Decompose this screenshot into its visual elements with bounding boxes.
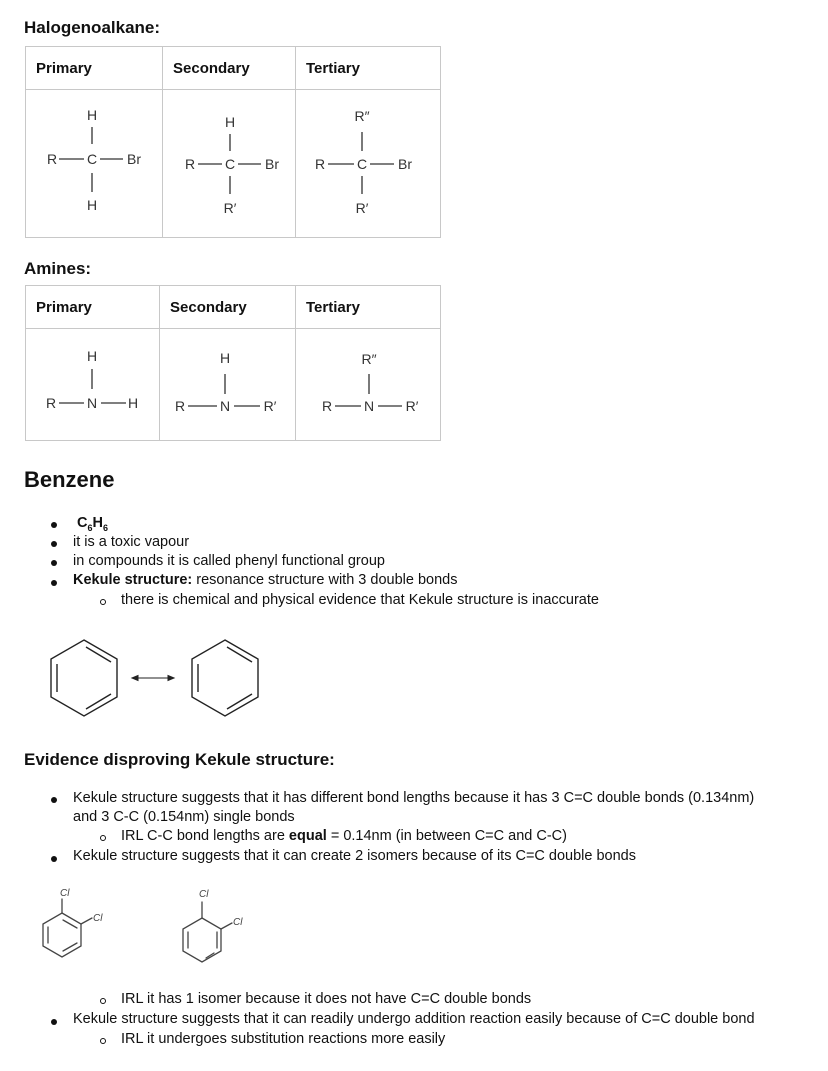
sub-text-pre: IRL C-C bond lengths are: [121, 828, 289, 844]
kekule-sub-bullet: there is chemical and physical evidence that Kekule structure is inaccurate: [121, 592, 599, 608]
bullet-icon: [51, 522, 57, 528]
atom-left: R: [45, 395, 57, 411]
tertiary-halogenoalkane-cell: [296, 90, 441, 238]
isomer-2: [183, 889, 243, 962]
resonance-arrow-icon: [132, 676, 174, 681]
sub-bullet-icon: [100, 1038, 106, 1044]
evidence-bullet-2: Kekule structure suggests that it can create 2 isomers because of its C=C double bonds: [73, 848, 636, 864]
atom-left: R: [174, 398, 186, 414]
atom-top: H: [86, 348, 98, 364]
benzene-ring-left: [51, 640, 117, 716]
halogenoalkane-heading: Halogenoalkane:: [24, 18, 161, 37]
atom-bottom: H: [86, 197, 98, 213]
benzene-heading: Benzene: [24, 467, 115, 492]
evidence-bullet-3: Kekule structure suggests that it can readily undergo addition reaction easily because of C=C double bond: [73, 1011, 755, 1027]
header-tertiary: Tertiary: [296, 47, 441, 90]
formula-h: H: [92, 515, 103, 531]
benzene-ring-right: [192, 640, 258, 716]
isomer-2-cl-side: Cl: [233, 917, 243, 928]
tertiary-halogenoalkane-structure: [296, 90, 441, 238]
isomer-1: [43, 888, 103, 957]
atom-left: R: [321, 398, 333, 414]
atom-top: R″: [354, 108, 370, 124]
header-secondary: Secondary: [160, 286, 296, 329]
secondary-amine-cell: [160, 329, 296, 441]
formula-h-subscript: 6: [102, 522, 108, 533]
atom-top: H: [224, 114, 236, 130]
primary-amine-structure: [26, 329, 160, 441]
atom-center: N: [363, 398, 375, 414]
atom-right: Br: [127, 151, 141, 167]
dichlorobenzene-isomers-diagram: [30, 880, 270, 975]
benzene-bullet-2: in compounds it is called phenyl functional group: [73, 553, 385, 569]
bullet-icon: [51, 580, 57, 586]
secondary-amine-structure: [160, 329, 296, 441]
evidence-bullet-1-line-1: Kekule structure suggests that it has different bond lengths because it has 3 C=C double bonds (0.134nm): [73, 790, 755, 806]
isomer-1-cl-side: Cl: [93, 913, 103, 924]
sub-text-bold: equal: [288, 828, 327, 844]
atom-left: R: [184, 156, 196, 172]
bullet-icon: [51, 797, 57, 803]
atom-bottom: R′: [223, 200, 237, 216]
atom-right: Br: [265, 156, 279, 172]
header-primary: Primary: [26, 286, 160, 329]
sub-bullet-icon: [100, 835, 106, 841]
halogenoalkane-table: [25, 46, 441, 238]
kekule-bullet: [73, 571, 457, 591]
atom-right: Br: [398, 156, 412, 172]
atom-bottom: R′: [355, 200, 369, 216]
primary-amine-cell: [26, 329, 160, 441]
formula-c: C: [77, 515, 88, 531]
header-tertiary: Tertiary: [296, 286, 441, 329]
atom-left: R: [314, 156, 326, 172]
kekule-text: resonance structure with 3 double bonds: [192, 572, 458, 588]
bullet-icon: [51, 856, 57, 862]
sub-text-post: = 0.14nm (in between C=C and C-C): [326, 828, 567, 844]
atom-right: H: [127, 395, 139, 411]
atom-center: C: [356, 156, 368, 172]
header-primary: Primary: [26, 47, 163, 90]
secondary-halogenoalkane-cell: [163, 90, 296, 238]
bullet-icon: [51, 560, 57, 566]
formula-c-subscript: 6: [87, 522, 93, 533]
atom-left: R: [46, 151, 58, 167]
atom-top: R″: [361, 351, 377, 367]
atom-top: H: [219, 350, 231, 366]
primary-halogenoalkane-cell: [26, 90, 163, 238]
benzene-ring-right-inner: [198, 647, 223, 662]
bullet-icon: [51, 541, 57, 547]
amines-table: [25, 285, 441, 441]
atom-right: R′: [263, 398, 277, 414]
evidence-bullet-3-sub: IRL it undergoes substitution reactions more easily: [121, 1031, 446, 1047]
evidence-bullet-1-line-2: and 3 C-C (0.154nm) single bonds: [73, 809, 295, 825]
primary-halogenoalkane-structure: [26, 90, 163, 238]
tertiary-amine-structure: [296, 329, 441, 441]
sub-bullet-icon: [100, 599, 106, 605]
atom-top: H: [86, 107, 98, 123]
kekule-resonance-diagram: [40, 628, 270, 728]
header-secondary: Secondary: [163, 47, 296, 90]
evidence-bullet-1-sub: [121, 827, 567, 847]
atom-right: R′: [405, 398, 419, 414]
amines-heading: Amines:: [24, 259, 92, 278]
evidence-heading: Evidence disproving Kekule structure:: [24, 750, 335, 769]
bullet-icon: [51, 1019, 57, 1025]
isomer-1-cl-top: Cl: [60, 888, 70, 899]
atom-center: N: [86, 395, 98, 411]
isomer-2-cl-top: Cl: [199, 889, 209, 900]
tertiary-amine-cell: [296, 329, 441, 441]
evidence-bullet-2-sub: IRL it has 1 isomer because it does not have C=C double bonds: [121, 991, 532, 1007]
atom-center: C: [86, 151, 98, 167]
benzene-bullet-1: it is a toxic vapour: [73, 534, 190, 550]
atom-center: N: [219, 398, 231, 414]
sub-bullet-icon: [100, 998, 106, 1004]
kekule-label: Kekule structure:: [73, 572, 193, 588]
secondary-halogenoalkane-structure: [163, 90, 296, 238]
atom-center: C: [224, 156, 236, 172]
